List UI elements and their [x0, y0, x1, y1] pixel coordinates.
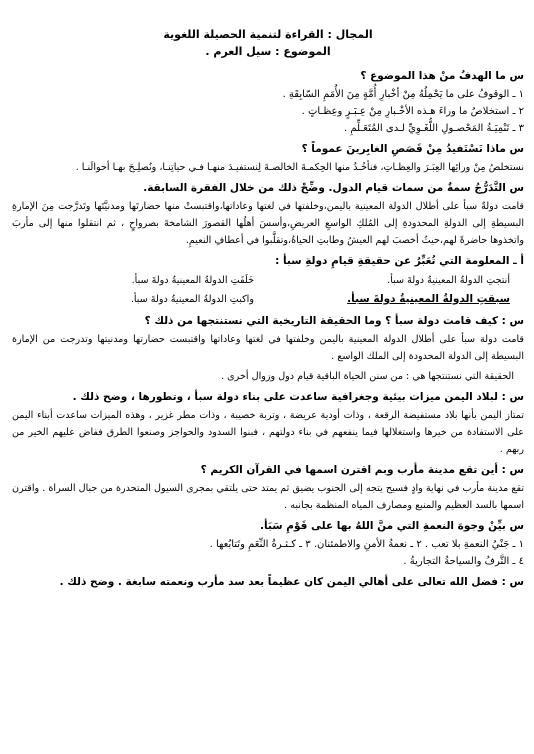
answer-1-item-2: ٢ ـ استخلاصُ ما وراءَ هـذه الأخْـبارِ مِنْ عِـبَـرٍ وعِظـاتٍ . — [301, 106, 524, 117]
question-1: س ما الهدفُ منْ هذا الموضوع ؟ — [360, 70, 524, 82]
answer-1-item-1: ١ ـ الوقوفُ على ما يَحْمِلُهُ مِنْ أخْبارِ أُمَّةٍ مِنَ الأُمَمِ السّابِقَةِ . — [282, 89, 524, 100]
answer-7: تقع مدينة مأرب في نهاية وادٍ فسيح يتجه إلى الجنوب يضيق ثم يمتد حتى يلتقي بمجرى السيول المتحدرة من جبال السراة . واقترن اسمها بالسد العظيم والمنبع ومصارف المياه المنظمة بجانبه . — [12, 483, 524, 511]
question-2-block — [12, 141, 524, 176]
question-2: س ماذا نَسْتَفيدُ مِنْ قَصَصِ الغابِرينَ عموماً ؟ — [301, 143, 524, 155]
options-list — [12, 271, 524, 309]
question-9: س : فضل الله تعالى على أهالي اليمن كان عظيماً بعد سد مأرب ونعمته سابغة . وضح ذلك . — [59, 576, 524, 588]
option-4: واكبتِ الدولةُ المعينيةُ دولةَ سبأ. — [130, 294, 254, 305]
answer-6: تمتاز اليمن بأنها بلاد مستفيضة الرقعة ، وذات أودية عريضة ، وتربة خصيبة ، وذات مطر غزير ، وهذه الميزات ساعدت أبناء اليمن على الاستفادة من خيرها واستغلالها فيما ينفعهم في بناء دولتهم ، فبنوا السدود والحواجز وصنعوا الطرق ففاض عليهم الخير من ربهم . — [12, 410, 524, 455]
option-1: أنتجتِ الدولةُ المعينيةُ دولةَ سبأ. — [387, 275, 510, 286]
question-5-block — [12, 313, 524, 385]
question-9-block — [12, 574, 524, 590]
question-6-block — [12, 389, 524, 458]
question-3: س التَّدَرُّجُ سمةٌ من سمات قيام الدول. وضِّحْ ذلك من خلال الفقرة السابقة. — [143, 182, 524, 194]
question-8: س بيِّنْ وجوهَ النعمةِ التي منَّ اللهُ بها على قَوْمِ سَبَأ. — [260, 520, 524, 532]
question-3-block — [12, 180, 524, 249]
answer-1-item-3: ٣ ـ تَنْمِيَـةُ المَحْصـولِ اللُّغَـوِيِّ لـدى المُتَعَـلِّمِ . — [344, 123, 524, 134]
question-6: س : لبلاد اليمن ميزات بيئية وجغرافية ساعدت على بناء دولة سبأ ، وتطورها ، وضح ذلك . — [72, 391, 524, 403]
answer-5-conclusion: الحقيقة التي نستنتجها هي : من سنن الحياة الباقية قيام دول وزوال أخرى . — [221, 371, 514, 382]
question-7: س : أين تقع مدينة مأرب وبم اقترن اسمها في القرآن الكريم ؟ — [200, 464, 524, 476]
answer-3: قامت دولةٌ سبأ على أطلال الدولة المعينية باليمن،وخلفتها في لغتها وعاداتها،واقتبستْ منها حضارتَها ومدنيَّتَها وتَدرَّجت مِنَ الإمارةِ البسيطةِ إلى الدولةِ المحدودةِ إلى المُلكِ الواسعِ العريضِ،وأسسَ أهلُها القصورَ الشامخةَ بصرواحٍ ، ثم انتقلوا منها إلى مأربَ واتخذوها حاضرةً لهم،حيثُ أخصبَ لهم العيشُ وطابتِ الحياةُ،وتقلَّبوا في أعطافِ النعيمِ. — [12, 201, 524, 246]
option-3-correct: سبقتِ الدولةُ المعينيةُ دولةَ سبأ. — [347, 293, 510, 305]
answer-8-line-2: ٤ ـ التَّرفُ والسياحةُ التجاريةُ . — [403, 556, 524, 567]
question-5: س : كيف قامت دولة سبأ ؟ وما الحقيقة التاريخية التي نستنتجها من ذلك ؟ — [144, 315, 524, 327]
page-title: المجال : القراءة لتنمية الحصيلة اللغوية — [163, 28, 373, 41]
answer-2: نستخلصُ مِنْ ورائِها العِبَـرَ والعِظـاتِ، فنأخُـذُ منها الحِكمـةَ الخالصـةَ لِنستفيـدَ منهـا فـي حياتِنـا، ونُصلِـحَ بهـا أحوالَنـا . — [75, 162, 524, 173]
question-8-block — [12, 518, 524, 570]
answer-5: قامت دولة سبأ على أطلال الدولة المعينية باليمن وخلفتها في لغتها وعاداتها واقتبست حضارتها ومدنيتها وتدرجت من الإمارة البسيطة إلى الدولة المحدودة إلى الملك الواسع . — [12, 334, 524, 362]
question-1-block — [12, 68, 524, 137]
question-4: أ ـ المعلومة التي تُعَبِّرُ عن حقيقةِ قيامِ دولةِ سبأ : — [275, 255, 524, 267]
option-2: خَلَفَتِ الدولةُ المعينيةُ دولةَ سبأ. — [131, 275, 254, 286]
question-4-block — [12, 253, 524, 309]
page-subject: الموضوع : سيل العرم . — [205, 45, 331, 58]
answer-8-line-1: ١ ـ جَنْيُ النعمةِ بلا تعب . ٢ ـ نعمةُ الأمنِ والاطمئنان. ٣ ـ كـثـرةُ النِّعَمِ وتَتابُعها . — [209, 539, 524, 550]
question-7-block — [12, 462, 524, 514]
